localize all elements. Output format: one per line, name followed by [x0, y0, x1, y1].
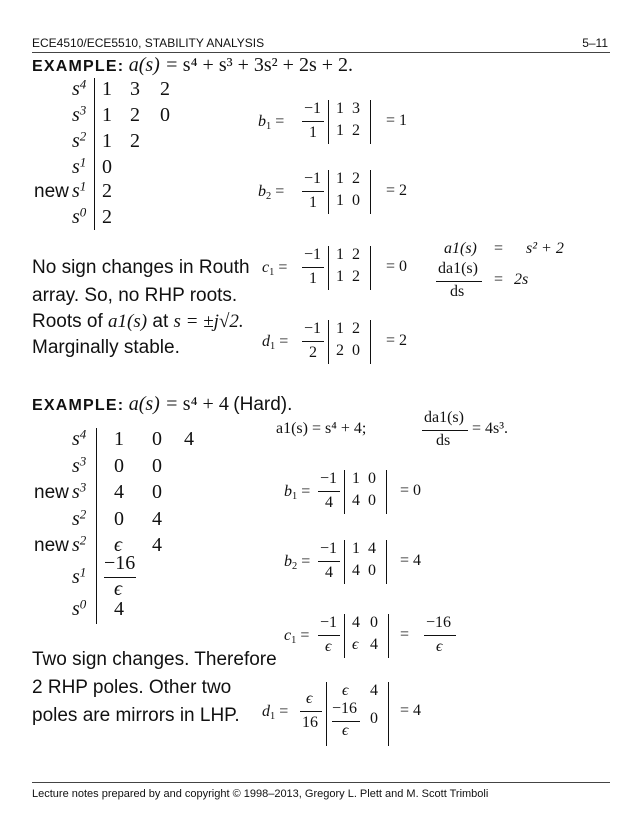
result: = 0: [400, 482, 422, 499]
cell: 0: [102, 156, 112, 178]
det-cell: 1: [336, 100, 344, 117]
cell: 4: [114, 481, 124, 503]
cell: 4: [184, 428, 194, 450]
cell: 4: [152, 534, 162, 556]
frac-num: −1: [320, 470, 338, 487]
det-cell: 1: [352, 540, 360, 557]
frac-num: −1: [304, 246, 322, 263]
det-cell: 1: [336, 192, 344, 209]
deriv-den: ds: [450, 283, 465, 300]
det-cell: 2: [352, 170, 360, 187]
det-cell: 0: [370, 614, 378, 631]
row-power: $s^3$: [72, 453, 87, 477]
cell: 3: [130, 78, 140, 100]
det-cell: 2: [336, 342, 344, 359]
row-power: $s^1$: [72, 178, 87, 202]
det-cell: 1: [336, 170, 344, 187]
frac-num: −1: [320, 614, 338, 631]
cell: 0: [152, 481, 162, 503]
frac-num: ϵ: [306, 690, 313, 707]
cell: 4: [152, 508, 162, 530]
cell: 1: [102, 130, 112, 152]
example-label: EXAMPLE:: [32, 397, 125, 414]
det-cell: 0: [352, 342, 360, 359]
routh-divider: [96, 428, 97, 624]
footer-rule: [32, 782, 610, 783]
ex1-text-line3: Roots of a1(s) at s = ±j√2.: [32, 311, 244, 332]
example-label: EXAMPLE:: [32, 58, 125, 75]
det-cell: ϵ: [342, 682, 349, 699]
row-power: $s^2$: [72, 128, 87, 152]
result: = 2: [386, 182, 408, 199]
frac-num: −1: [320, 540, 338, 557]
det-cell: 2: [352, 246, 360, 263]
det-cell: 0: [368, 562, 376, 579]
page-number: 5–11: [582, 36, 608, 50]
new-row-label: new: [34, 181, 69, 202]
result-num: −16: [426, 614, 452, 631]
cell: 0: [114, 508, 124, 530]
cell: 2: [102, 180, 112, 202]
poly-rhs: s⁴ + s³ + 3s² + 2s + 2.: [182, 54, 354, 76]
deriv-num: da1(s): [424, 409, 464, 426]
cell: 2: [130, 104, 140, 126]
poly-rhs: s⁴ + 4: [182, 393, 229, 415]
row-power: $s^1$: [72, 564, 87, 588]
row-power: $s^3$: [72, 102, 87, 126]
deriv-eq: =: [494, 271, 504, 288]
frac-den: ϵ: [325, 638, 332, 655]
frac-den: 1: [309, 124, 317, 141]
ex1-text-line1: No sign changes in Routh: [32, 257, 250, 278]
row-power: $s^4$: [72, 426, 87, 450]
aux-lhs: a1(s): [444, 240, 477, 257]
poly-lhs: a(s) =: [128, 393, 179, 415]
det-cell: 4: [352, 562, 360, 579]
row-power: $s^0$: [72, 596, 87, 620]
row-power: $s^1$: [72, 154, 87, 178]
row-power: $s^2$: [72, 506, 87, 530]
det-cell: 4: [370, 636, 378, 653]
frac-num: −1: [304, 170, 322, 187]
det-cell: 0: [352, 192, 360, 209]
cell: 1: [102, 78, 112, 100]
cell: 2: [102, 206, 112, 228]
cell: 4: [114, 598, 124, 620]
det-cell: 4: [352, 614, 360, 631]
frac-den: 1: [309, 270, 317, 287]
deriv-den: ds: [436, 432, 451, 449]
result: = 4: [400, 702, 422, 719]
det-cell: 1: [336, 246, 344, 263]
result: = 2: [386, 332, 408, 349]
example1-heading: [32, 54, 353, 77]
det-cell: 2: [352, 268, 360, 285]
ex2-a1-def: a1(s) = s⁴ + 4;: [276, 420, 367, 437]
new-row-label: new: [34, 535, 69, 556]
result: = 1: [386, 112, 408, 129]
frac-den: 4: [325, 494, 333, 511]
cell: 0: [152, 428, 162, 450]
cell: 1: [102, 104, 112, 126]
running-header: ECE4510/ECE5510, STABILITY ANALYSIS: [32, 36, 265, 50]
result: = 0: [386, 258, 408, 275]
ex1-text-line2: array. So, no RHP roots.: [32, 285, 238, 306]
det-cell: 2: [352, 320, 360, 337]
row-power: $s^2$: [72, 532, 87, 556]
det-cell-num: −16: [332, 700, 358, 717]
det-cell-den: ϵ: [342, 722, 349, 739]
ex2-text-line1: Two sign changes. Therefore: [32, 649, 277, 670]
result: = 4: [400, 552, 422, 569]
det-cell: 1: [336, 122, 344, 139]
cell-num: −16: [104, 552, 136, 574]
cell: 2: [130, 130, 140, 152]
cell: 2: [160, 78, 170, 100]
frac-den: 16: [302, 714, 318, 731]
header-rule: [32, 52, 610, 53]
ex1-text-line4: Marginally stable.: [32, 337, 180, 358]
routh-divider: [94, 78, 95, 230]
cell-den: ϵ: [114, 578, 123, 600]
det-cell: 0: [368, 470, 376, 487]
det-cell: 4: [370, 682, 378, 699]
result-eq: =: [400, 626, 410, 643]
poly-lhs: a(s) =: [128, 54, 179, 76]
frac-num: −1: [304, 100, 322, 117]
cell: 1: [114, 428, 124, 450]
deriv-rhs: = 4s³.: [472, 420, 509, 437]
deriv-rhs: 2s: [514, 271, 529, 288]
det-cell: 3: [352, 100, 360, 117]
poly-note: (Hard).: [233, 394, 293, 415]
footer-copyright: Lecture notes prepared by and copyright © 1998–2013, Gregory L. Plett and M. Scott Trimboli: [32, 788, 489, 800]
frac-num: −1: [304, 320, 322, 337]
det-cell: 0: [370, 710, 378, 727]
det-cell: ϵ: [352, 636, 359, 653]
aux-rhs: s² + 2: [526, 240, 564, 257]
det-cell: 1: [336, 268, 344, 285]
deriv-num: da1(s): [438, 260, 478, 277]
ex2-text-line3: poles are mirrors in LHP.: [32, 705, 240, 726]
example2-heading: [32, 393, 292, 416]
frac-den: 2: [309, 344, 317, 361]
result-den: ϵ: [436, 638, 443, 655]
new-row-label: new: [34, 482, 69, 503]
aux-eq: =: [494, 240, 504, 257]
det-cell: 2: [352, 122, 360, 139]
cell: 0: [160, 104, 170, 126]
det-cell: 0: [368, 492, 376, 509]
cell: ϵ: [114, 534, 123, 556]
row-power: $s^0$: [72, 204, 87, 228]
ex2-text-line2: 2 RHP poles. Other two: [32, 677, 232, 698]
det-cell: 4: [352, 492, 360, 509]
cell: 0: [114, 455, 124, 477]
det-cell: 1: [352, 470, 360, 487]
det-cell: 1: [336, 320, 344, 337]
row-power: $s^3$: [72, 479, 87, 503]
det-cell: 4: [368, 540, 376, 557]
cell: 0: [152, 455, 162, 477]
frac-den: 4: [325, 564, 333, 581]
row-power: $s^4$: [72, 76, 87, 100]
frac-den: 1: [309, 194, 317, 211]
